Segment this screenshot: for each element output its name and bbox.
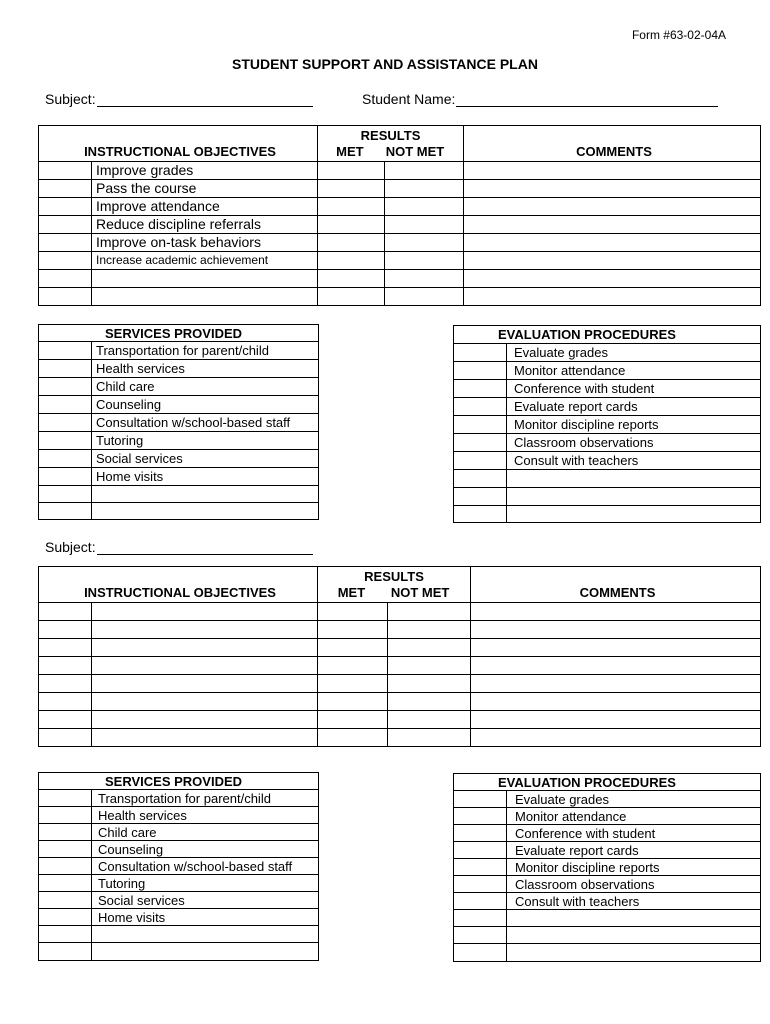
services-header: SERVICES PROVIDED [39,773,319,790]
services-header: SERVICES PROVIDED [39,325,319,342]
comments-cell[interactable] [471,639,761,657]
list-item [39,378,319,396]
table-row [39,639,761,657]
met-cell[interactable] [318,603,388,621]
objective-checkbox[interactable] [39,711,92,729]
service-checkbox[interactable] [39,468,92,486]
met-cell[interactable] [318,675,388,693]
results-header [318,126,464,162]
table-row [39,252,761,270]
objective-checkbox[interactable] [39,729,92,747]
services-table-2 [38,772,319,961]
service-label: Tutoring [92,432,319,450]
service-checkbox[interactable] [39,875,92,892]
service-label: Transportation for parent/child [92,342,319,360]
service-checkbox[interactable] [39,378,92,396]
list-item [454,470,761,488]
list-item [454,398,761,416]
comments-cell[interactable] [471,675,761,693]
objective-blank[interactable] [92,693,318,711]
objective-checkbox[interactable] [39,252,92,270]
comments-cell[interactable] [471,657,761,675]
objective-checkbox[interactable] [39,198,92,216]
service-checkbox[interactable] [39,450,92,468]
page-title: STUDENT SUPPORT AND ASSISTANCE PLAN [232,56,538,72]
table-row [39,198,761,216]
table-row [39,216,761,234]
evaluation-blank[interactable] [507,910,761,927]
list-item [39,875,319,892]
student-name-label: Student Name: [362,91,456,107]
evaluation-table-1 [453,325,761,523]
service-blank[interactable] [92,503,319,520]
list-item [39,926,319,943]
evaluation-checkbox[interactable] [454,398,507,416]
objective-checkbox[interactable] [39,234,92,252]
evaluation-blank[interactable] [507,927,761,944]
service-checkbox[interactable] [39,909,92,926]
table-row [39,162,761,180]
evaluation-label: Evaluate report cards [507,398,761,416]
table-row [39,657,761,675]
service-checkbox[interactable] [39,503,92,520]
service-checkbox[interactable] [39,790,92,807]
objective-label: Improve on-task behaviors [92,234,318,252]
not-met-cell[interactable] [385,252,464,270]
evaluation-checkbox[interactable] [454,791,507,808]
list-item [454,927,761,944]
list-item [39,396,319,414]
evaluation-checkbox[interactable] [454,859,507,876]
service-checkbox[interactable] [39,396,92,414]
results-subheader [318,144,463,160]
objective-label: Improve attendance [92,198,318,216]
table-row [39,729,761,747]
evaluation-checkbox[interactable] [454,452,507,470]
not-met-cell[interactable] [385,180,464,198]
list-item [454,791,761,808]
subject-label: Subject: [45,91,96,107]
evaluation-checkbox[interactable] [454,488,507,506]
service-blank[interactable] [92,486,319,503]
service-checkbox[interactable] [39,943,92,961]
evaluation-label: Conference with student [507,380,761,398]
met-cell[interactable] [318,252,385,270]
table-row [39,675,761,693]
evaluation-label: Classroom observations [507,876,761,893]
evaluation-label: Consult with teachers [507,893,761,910]
comments-cell[interactable] [471,621,761,639]
not-met-label: NOT MET [390,584,450,600]
list-item [39,468,319,486]
comments-cell[interactable] [471,603,761,621]
subject-field-1[interactable] [97,90,313,107]
subject-label: Subject: [45,539,96,555]
list-item [454,452,761,470]
met-cell[interactable] [318,162,385,180]
list-item [454,416,761,434]
comments-cell[interactable] [464,198,761,216]
objectives-header: INSTRUCTIONAL OBJECTIVES [39,567,318,603]
met-cell[interactable] [318,657,388,675]
results-label: RESULTS [364,568,424,584]
table-row [39,603,761,621]
evaluation-blank[interactable] [507,944,761,962]
evaluation-label: Monitor discipline reports [507,416,761,434]
evaluation-checkbox[interactable] [454,910,507,927]
objective-checkbox[interactable] [39,693,92,711]
evaluation-checkbox[interactable] [454,362,507,380]
objective-checkbox[interactable] [39,639,92,657]
service-checkbox[interactable] [39,841,92,858]
service-label: Tutoring [92,875,319,892]
service-checkbox[interactable] [39,414,92,432]
comments-cell[interactable] [471,729,761,747]
objective-label: Reduce discipline referrals [92,216,318,234]
list-item [39,858,319,875]
evaluation-label: Consult with teachers [507,452,761,470]
objective-blank[interactable] [92,675,318,693]
service-label: Child care [92,378,319,396]
service-checkbox[interactable] [39,926,92,943]
objectives-header: INSTRUCTIONAL OBJECTIVES [39,126,318,162]
list-item [39,790,319,807]
service-label: Home visits [92,468,319,486]
evaluation-label: Evaluate grades [507,791,761,808]
objective-checkbox[interactable] [39,180,92,198]
table-row [39,693,761,711]
evaluation-checkbox[interactable] [454,876,507,893]
not-met-cell[interactable] [388,729,471,747]
evaluation-checkbox[interactable] [454,842,507,859]
comments-cell[interactable] [464,180,761,198]
comments-cell[interactable] [471,693,761,711]
objectives-table-1 [38,125,761,306]
service-blank[interactable] [92,926,319,943]
met-cell[interactable] [318,180,385,198]
comments-cell[interactable] [464,162,761,180]
services-table-1 [38,324,319,520]
table-row [39,180,761,198]
evaluation-checkbox[interactable] [454,893,507,910]
list-item [39,414,319,432]
objective-checkbox[interactable] [39,657,92,675]
not-met-cell[interactable] [385,288,464,306]
evaluation-checkbox[interactable] [454,470,507,488]
list-item [454,876,761,893]
service-label: Consultation w/school-based staff [92,858,319,875]
student-name-row [362,90,718,107]
met-cell[interactable] [318,270,385,288]
list-item [454,893,761,910]
evaluation-label: Monitor attendance [507,362,761,380]
list-item [39,892,319,909]
subject-field-2[interactable] [97,538,313,555]
evaluation-label: Monitor attendance [507,808,761,825]
service-label: Health services [92,360,319,378]
met-label: MET [336,143,364,159]
not-met-cell[interactable] [385,198,464,216]
service-label: Home visits [92,909,319,926]
list-item [39,841,319,858]
service-checkbox[interactable] [39,486,92,503]
table-row [39,711,761,729]
objective-blank[interactable] [92,288,318,306]
met-cell[interactable] [318,216,385,234]
list-item [39,824,319,841]
not-met-cell[interactable] [385,162,464,180]
not-met-cell[interactable] [388,657,471,675]
met-cell[interactable] [318,234,385,252]
met-label: MET [337,584,366,600]
evaluation-table-2 [453,773,761,962]
not-met-cell[interactable] [388,711,471,729]
objective-checkbox[interactable] [39,288,92,306]
service-label: Child care [92,824,319,841]
service-checkbox[interactable] [39,824,92,841]
list-item [39,503,319,520]
service-checkbox[interactable] [39,342,92,360]
subject-row-1 [45,90,313,107]
objective-checkbox[interactable] [39,270,92,288]
comments-header: COMMENTS [471,567,761,603]
evaluation-header: EVALUATION PROCEDURES [454,326,761,344]
list-item [454,344,761,362]
list-item [454,825,761,842]
evaluation-blank[interactable] [507,506,761,523]
list-item [454,842,761,859]
service-blank[interactable] [92,943,319,961]
evaluation-label: Classroom observations [507,434,761,452]
not-met-cell[interactable] [388,621,471,639]
table-row [39,270,761,288]
list-item [454,506,761,523]
list-item [454,434,761,452]
service-label: Counseling [92,841,319,858]
list-item [454,362,761,380]
objective-checkbox[interactable] [39,675,92,693]
evaluation-header: EVALUATION PROCEDURES [454,774,761,791]
objective-blank[interactable] [92,621,318,639]
not-met-cell[interactable] [388,693,471,711]
evaluation-checkbox[interactable] [454,506,507,523]
results-header [318,567,471,603]
objective-checkbox[interactable] [39,621,92,639]
evaluation-blank[interactable] [507,488,761,506]
met-cell[interactable] [318,198,385,216]
objective-label: Pass the course [92,180,318,198]
objective-blank[interactable] [92,729,318,747]
met-cell[interactable] [318,288,385,306]
evaluation-checkbox[interactable] [454,825,507,842]
evaluation-checkbox[interactable] [454,808,507,825]
service-checkbox[interactable] [39,432,92,450]
list-item [454,808,761,825]
objective-blank[interactable] [92,639,318,657]
list-item [454,910,761,927]
met-cell[interactable] [318,639,388,657]
comments-cell[interactable] [464,270,761,288]
not-met-cell[interactable] [385,216,464,234]
list-item [39,342,319,360]
comments-cell[interactable] [464,288,761,306]
list-item [39,360,319,378]
table-row [39,621,761,639]
list-item [454,488,761,506]
results-subheader [318,585,470,601]
service-checkbox[interactable] [39,360,92,378]
met-cell[interactable] [318,711,388,729]
not-met-cell[interactable] [388,603,471,621]
evaluation-label: Evaluate grades [507,344,761,362]
comments-cell[interactable] [464,252,761,270]
comments-header: COMMENTS [464,126,761,162]
objective-blank[interactable] [92,603,318,621]
objective-checkbox[interactable] [39,216,92,234]
service-label: Social services [92,450,319,468]
evaluation-blank[interactable] [507,470,761,488]
comments-cell[interactable] [471,711,761,729]
objective-blank[interactable] [92,711,318,729]
comments-cell[interactable] [464,216,761,234]
not-met-cell[interactable] [385,234,464,252]
met-cell[interactable] [318,693,388,711]
objective-label: Increase academic achievement [92,252,318,270]
evaluation-label: Evaluate report cards [507,842,761,859]
not-met-label: NOT MET [385,143,445,159]
list-item [39,486,319,503]
list-item [454,859,761,876]
list-item [454,944,761,962]
service-label: Social services [92,892,319,909]
form-number: Form #63-02-04A [631,28,726,42]
evaluation-label: Monitor discipline reports [507,859,761,876]
table-row [39,288,761,306]
subject-row-2 [45,538,313,555]
table-row [39,234,761,252]
service-label: Transportation for parent/child [92,790,319,807]
list-item [454,380,761,398]
list-item [39,909,319,926]
list-item [39,450,319,468]
service-label: Counseling [92,396,319,414]
not-met-cell[interactable] [388,675,471,693]
service-checkbox[interactable] [39,858,92,875]
service-checkbox[interactable] [39,807,92,824]
objective-label: Improve grades [92,162,318,180]
objective-blank[interactable] [92,270,318,288]
service-label: Consultation w/school-based staff [92,414,319,432]
evaluation-checkbox[interactable] [454,927,507,944]
not-met-cell[interactable] [385,270,464,288]
student-name-field[interactable] [456,90,718,107]
met-cell[interactable] [318,729,388,747]
objective-checkbox[interactable] [39,603,92,621]
evaluation-checkbox[interactable] [454,434,507,452]
objectives-table-2 [38,566,761,747]
comments-cell[interactable] [464,234,761,252]
list-item [39,432,319,450]
objective-blank[interactable] [92,657,318,675]
service-checkbox[interactable] [39,892,92,909]
evaluation-checkbox[interactable] [454,416,507,434]
evaluation-label: Conference with student [507,825,761,842]
evaluation-checkbox[interactable] [454,380,507,398]
service-label: Health services [92,807,319,824]
met-cell[interactable] [318,621,388,639]
evaluation-checkbox[interactable] [454,344,507,362]
objective-checkbox[interactable] [39,162,92,180]
results-label: RESULTS [360,127,421,143]
list-item [39,943,319,961]
not-met-cell[interactable] [388,639,471,657]
evaluation-checkbox[interactable] [454,944,507,962]
list-item [39,807,319,824]
